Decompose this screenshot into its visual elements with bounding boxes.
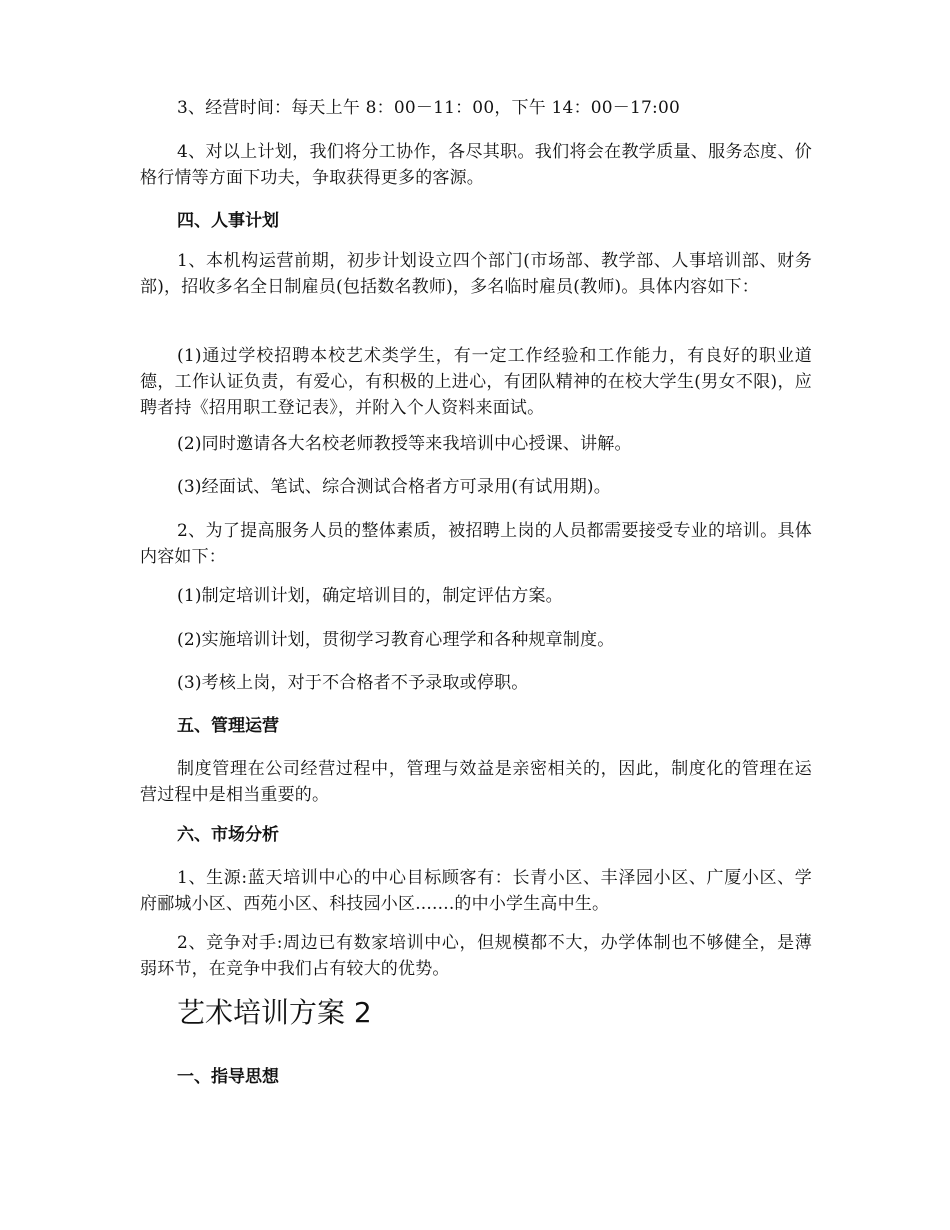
paragraph-personnel-1a: (1)通过学校招聘本校艺术类学生，有一定工作经验和工作能力，有良好的职业道德，工作认证负责，有爱心，有积极的上进心，有团队精神的在校大学生(男女不限)，应聘者持《招用职工登记表》，并附入个人资料来面试。 (140, 346, 812, 418)
paragraph-business-hours: 3、经营时间：每天上午 8：00－11：00，下午 14：00－17:00 (177, 98, 680, 118)
heading-management: 五、管理运营 (177, 716, 279, 736)
paragraph-management: 制度管理在公司经营过程中，管理与效益是亲密相关的，因此，制度化的管理在运营过程中是相当重要的。 (140, 759, 812, 805)
paragraph-personnel-2: 2、为了提高服务人员的整体素质，被招聘上岗的人员都需要接受专业的培训。具体内容如下： (140, 521, 812, 567)
paragraph-personnel-1c: (3)经面试、笔试、综合测试合格者方可录用(有试用期)。 (177, 477, 611, 497)
paragraph-division-of-labor: 4、对以上计划，我们将分工协作，各尽其职。我们将会在教学质量、服务态度、价格行情等方面下功夫，争取获得更多的客源。 (140, 142, 812, 188)
paragraph-personnel-1b: (2)同时邀请各大名校老师教授等来我培训中心授课、讲解。 (177, 434, 632, 454)
paragraph-market-1: 1、生源:蓝天培训中心的中心目标顾客有：长青小区、丰泽园小区、广厦小区、学府郦城小区、西苑小区、科技园小区.......的中小学生高中生。 (140, 868, 812, 914)
paragraph-personnel-2c: (3)考核上岗，对于不合格者不予录取或停职。 (177, 673, 529, 693)
paragraph-market-2: 2、竞争对手:周边已有数家培训中心，但规模都不大，办学体制也不够健全，是薄弱环节，在竞争中我们占有较大的优势。 (140, 933, 812, 979)
paragraph-personnel-1: 1、本机构运营前期，初步计划设立四个部门(市场部、教学部、人事培训部、财务部)，招收多名全日制雇员(包括数名教师)，多名临时雇员(教师)。具体内容如下： (140, 251, 812, 297)
section-title-plan-2: 艺术培训方案 2 (177, 996, 372, 1029)
paragraph-personnel-2a: (1)制定培训计划，确定培训目的，制定评估方案。 (177, 586, 563, 606)
heading-market-analysis: 六、市场分析 (177, 825, 279, 845)
paragraph-personnel-2b: (2)实施培训计划，贯彻学习教育心理学和各种规章制度。 (177, 630, 615, 650)
heading-personnel-plan: 四、人事计划 (177, 211, 279, 231)
heading-guiding-ideology: 一、指导思想 (177, 1067, 279, 1087)
